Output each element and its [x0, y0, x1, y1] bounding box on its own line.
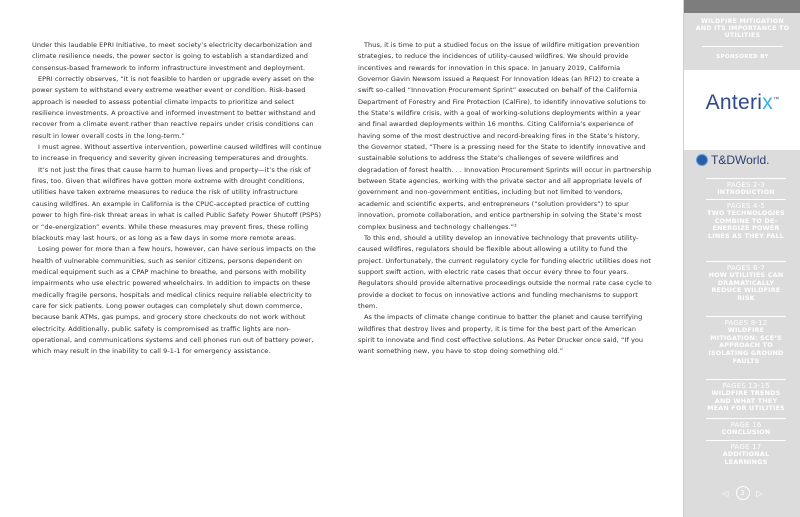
toc-item-two-technologies[interactable] [706, 202, 786, 241]
toc-label: TWO TECHNOLOGIES COMBINE TO DE-ENERGIZE POWER LINES AS THEY FALL [707, 209, 785, 241]
paragraph: It’s not just the fires that cause harm to human lives and property—it’s the risk of fires, too. Given that wildfires have gotten more extreme with drought conditions, utilities have taken extreme measures to reduce the risk of utility infrastructure causing wildfires. An example in California is the CPUC-accepted practice of cutting power to high fire-risk threat areas in what is called Public Safety Power Shutoff (PSPS) or “de-energization” events. While these measures may prevent fires, these rolling blackouts may last hours, or as long as a few days in some more remote areas. [32, 165, 322, 242]
toc-item-reduce-risk[interactable] [706, 264, 786, 303]
divider [706, 199, 786, 200]
paragraph: To this end, should a utility develop an innovative technology that prevents utility-caused wildfires, regulators should be flexible about allowing a utility to fund the project. Unfortunately, the current regulatory cycle for funding electric utilities does not support swift action, with electric rate cases that occur every three to four years. Regulators should provide alternative proceedings outside the normal rate case cycle to provide a docket to focus on innovative actions and funding mechanisms to support them. [358, 233, 652, 310]
toc-pages: PAGES 8-12 [724, 319, 768, 327]
toc-label: ADDITIONAL LEARNINGS [722, 450, 770, 466]
toc-pages: PAGES 4-5 [726, 202, 766, 210]
paragraph: Under this laudable EPRI Initiative, to meet society’s electricity decarbonization and climate resilience needs, the power sector is going to establish a standardized and consensus-based framework to inform infrastructure investment and deployment. [32, 41, 312, 72]
logo-text: Anteri [705, 91, 763, 114]
toc-item-wildfire-trends[interactable] [706, 382, 786, 413]
toc-label: INTRODUCTION [717, 188, 775, 196]
sidebar-top-bar [684, 0, 800, 13]
toc-pages: PAGES 13-15 [722, 382, 770, 390]
divider [706, 178, 786, 179]
anterix-logo[interactable] [684, 91, 800, 115]
toc-pages: PAGES 2-3 [726, 181, 766, 189]
toc-label: WILDFIRE MITIGATION: SCE’S APPROACH TO ISOLATING GROUND FAULTS [708, 326, 784, 365]
page-navigator [684, 484, 800, 502]
trademark-mark: ™ [773, 97, 780, 103]
toc-pages: PAGE 17 [730, 443, 762, 451]
paragraph: I must agree. Without assertive intervention, powerline caused wildfires will continue to increase in frequency and severity given increasing temperatures and droughts. [32, 143, 322, 163]
toc-pages: PAGES 6-7 [726, 264, 766, 272]
toc-item-introduction[interactable] [706, 181, 786, 197]
toc-label: CONCLUSION [721, 428, 771, 436]
toc-pages: PAGE 16 [730, 421, 762, 429]
logo-accent: x [762, 91, 774, 114]
globe-icon [696, 154, 708, 166]
current-page-number: 3 [736, 486, 750, 500]
next-page-icon[interactable]: ▷ [756, 488, 763, 498]
report-title: WILDFIRE MITIGATION AND ITS IMPORTANCE TO UTILITIES [695, 18, 790, 39]
toc-item-additional-learnings[interactable] [706, 443, 786, 466]
divider [702, 46, 783, 47]
paragraph: Thus, it is time to put a studied focus on the issue of wildfire mitigation prevention strategies, to reduce the incidences of utility-caused wildfires. We should provide incentives and rewards for innovation in this space. In January 2019, California Governor Gavin Newsom issued a Request For Innovation Ideas (an RFI2) to create a swift so-called “Innovation Procurement Sprint” executed on behalf of the California Department of Forestry and Fire Protection (CalFire), to identify innovative solutions to the State’s wildfire crisis, with a goal of working-solutions deployments within a year and final awarded deployments within 16 months. Citing California’s experience of having some of the most destructive and record-breaking fires in the State’s history, the Governor stated, “There is a pressing need for the State to identify innovative and sustainable solutions to address the State’s challenges of severe wildfires and degradation of forest health. . . Innovation Procurement Sprints will occur in partnership between State agencies, working with the private sector and all appropriate levels of government and non-government entities, including but not limited to vendors, academic and scientific experts, and entrepreneurs (“solution providers”) to spur innovation, promote collaboration, and entice partnership in solving the State’s most complex business and technology challenges.”² [358, 41, 652, 231]
paragraph: Losing power for more than a few hours, however, can have serious impacts on the health of vulnerable communities, such as senior citizens, persons dependent on medical equipment such as a CPAP machine to breathe, and persons with mobility impairments who use electric powered wheelchairs. In addition to impacts on these medically fragile persons, hospitals and medical clinics require reliable electricity to care for sick patients. Long power outages can completely shut down commerce, because bank ATMs, gas pumps, and grocery store checkouts do not work without electricity. Additionally, public safety is compromised as traffic lights are non-operational, and communications systems and cell phones run out of battery power, which may result in the inability to call 9-1-1 for emergency assistance. [32, 245, 316, 356]
publication-suffix: . [766, 153, 770, 167]
toc-item-conclusion[interactable] [706, 421, 786, 437]
divider [706, 316, 786, 317]
toc-item-sce-approach[interactable] [706, 319, 786, 366]
sponsored-by-label: SPONSORED BY [716, 54, 769, 60]
divider [706, 261, 786, 262]
toc-label: HOW UTILITIES CAN DRAMATICALLY REDUCE WILDFIRE RISK [708, 271, 784, 303]
toc-label: WILDFIRE TRENDS AND WHAT THEY MEAN FOR UTILITIES [707, 389, 785, 413]
divider [706, 440, 786, 441]
publication-name: T&DWorld [711, 153, 767, 167]
tdworld-logo[interactable] [696, 150, 796, 170]
article-right-column [358, 40, 652, 358]
sidebar [683, 0, 800, 517]
article-left-column [32, 40, 325, 358]
paragraph: EPRI correctly observes, “It is not feasible to harden or upgrade every asset on the power system to withstand every extreme weather event or condition. Risk-based approach is needed to assess potential climate impacts to prioritize and select resilience investments. A proactive and informed investment to better withstand and recover from a climate event rather than reactive repairs under crisis conditions can result in lower overall costs in the long-term.” [32, 75, 316, 140]
previous-page-icon[interactable]: ◁ [722, 488, 729, 498]
divider [706, 379, 786, 380]
paragraph: As the impacts of climate change continue to batter the planet and cause terrifying wildfires that destroy lives and property, it is time for the best part of the American spirit to innovate and find cost effective solutions. As Peter Drucker once said, “If you want something new, you have to stop doing something old.” [358, 313, 644, 356]
divider [706, 418, 786, 419]
